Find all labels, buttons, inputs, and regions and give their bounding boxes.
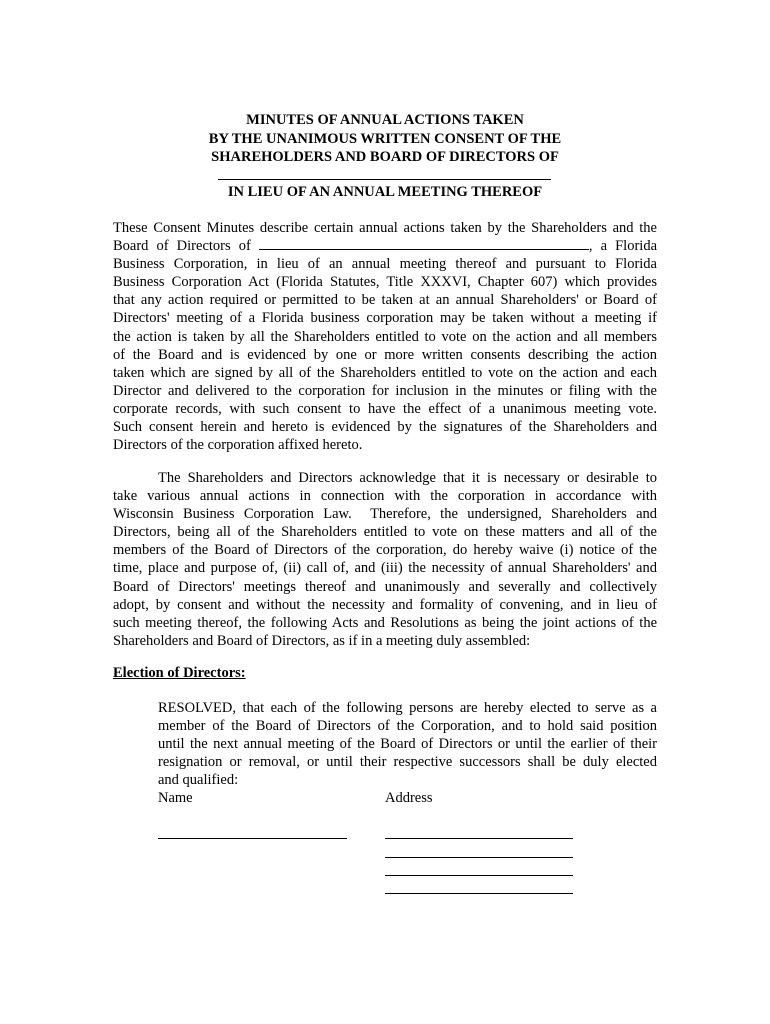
text-line: Such consent herein and hereto is evidenced by the signatures of the Shareholders and xyxy=(113,419,657,436)
text-line: taken which are signed by all of the Shareholders entitled to vote on the action and each xyxy=(113,364,657,381)
text-line: Director and delivered to the corporation for inclusion in the minutes or filing with the xyxy=(113,382,657,399)
text-line: Business Corporation Act (Florida Statutes, Title XXXVI, Chapter 607) which provides xyxy=(113,274,657,291)
text-line: time, place and purpose of, (ii) call of, and (iii) the necessity of annual Shareholders' and xyxy=(113,560,657,577)
text-line xyxy=(113,237,657,255)
address-blank-3[interactable] xyxy=(385,875,573,876)
text-line: Shareholders and Board of Directors, as if in a meeting duly assembled: xyxy=(113,632,531,649)
text-fragment: , a Florida xyxy=(588,238,658,255)
text-line: and qualified: xyxy=(158,772,239,789)
text-line: RESOLVED, that each of the following persons are hereby elected to serve as a xyxy=(158,700,657,716)
text-line: the action is taken by all the Shareholders entitled to vote on the action and all members xyxy=(113,328,657,345)
company-name-blank[interactable] xyxy=(218,179,551,180)
address-blank-2[interactable] xyxy=(385,857,573,858)
text-line: adopt, by consent and without the necessity and formality of convening, and in lieu of xyxy=(113,596,657,613)
text-line: Wisconsin Business Corporation Law. Therefore, the undersigned, Shareholders and xyxy=(113,506,657,523)
address-blank-1[interactable] xyxy=(385,838,573,839)
text-line: Directors, being all of the Shareholders entitled to vote on these matters and all of the xyxy=(113,524,657,541)
title-line-2: BY THE UNANIMOUS WRITTEN CONSENT OF THE xyxy=(208,131,562,147)
text-line: of the Board and is evidenced by one or more written consents describing the action xyxy=(113,346,657,363)
director-name-blank[interactable] xyxy=(158,838,347,839)
text-line: Directors of the corporation affixed hereto. xyxy=(113,437,363,454)
text-line: until the next annual meeting of the Board of Directors or until the earlier of their xyxy=(158,736,657,753)
text-line: such meeting thereof, the following Acts and Resolutions as being the joint actions of the xyxy=(113,614,657,631)
text-line: These Consent Minutes describe certain annual actions taken by the Shareholders and the xyxy=(113,220,657,236)
text-fragment: Board of Directors of xyxy=(113,238,251,255)
text-line: resignation or removal, or until their respective successors shall be duly elected xyxy=(158,754,657,771)
title-line-1: MINUTES OF ANNUAL ACTIONS TAKEN xyxy=(246,112,524,128)
title-line-3: SHAREHOLDERS AND BOARD OF DIRECTORS OF xyxy=(211,149,559,165)
acknowledgement-paragraph xyxy=(113,469,657,650)
text-line: take various annual actions in connection with the corporation in accordance with xyxy=(113,488,657,505)
text-line: corporate records, with such consent to have the effect of a unanimous meeting vote. xyxy=(113,400,657,417)
text-line: Board of Directors' meetings thereof and unanimously and severally and collectively xyxy=(113,578,657,595)
text-line: Business Corporation, in lieu of an annual meeting thereof and pursuant to Florida xyxy=(113,256,657,273)
election-heading: Election of Directors: xyxy=(113,665,246,681)
text-line: members of the Board of Directors of the corporation, do hereby waive (i) notice of the xyxy=(113,542,657,559)
text-line: member of the Board of Directors of the Corporation, and to hold said position xyxy=(158,718,657,735)
address-label: Address xyxy=(385,790,433,806)
consent-paragraph xyxy=(113,219,657,454)
corporation-name-blank[interactable] xyxy=(259,237,589,250)
address-blank-4[interactable] xyxy=(385,893,573,894)
text-line: Directors' meeting of a Florida business corporation may be taken without a meeting if xyxy=(113,310,657,327)
text-line: that any action required or permitted to be taken at an annual Shareholders' or Board of xyxy=(113,292,657,309)
resolution-paragraph xyxy=(158,699,657,789)
subtitle: IN LIEU OF AN ANNUAL MEETING THEREOF xyxy=(227,184,543,200)
name-label: Name xyxy=(158,790,193,806)
text-line: The Shareholders and Directors acknowledge that it is necessary or desirable to xyxy=(158,470,657,486)
